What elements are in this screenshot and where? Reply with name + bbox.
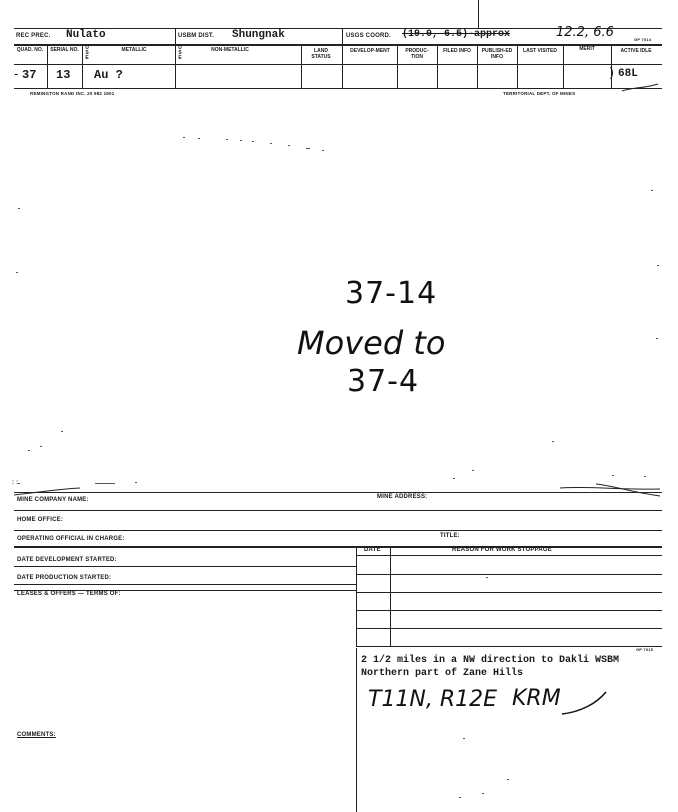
- rec-prec-value: Nulato: [66, 29, 106, 41]
- stoppage-table-divider: [356, 546, 357, 646]
- top-card-divider: [342, 28, 343, 88]
- col-non-metallic: NON-METALLIC: [211, 47, 249, 53]
- top-card-divider: [437, 45, 438, 88]
- col-use-nonmetallic: U S E: [178, 45, 182, 61]
- top-card-footer-right: TERRITORIAL DEPT. OF MINES: [503, 91, 576, 96]
- usgs-coord-handwritten: 12.2, 6.6: [556, 25, 614, 40]
- col-last-visited: LAST VISITED: [523, 48, 557, 54]
- col-production: PRODUC-TION: [405, 48, 429, 60]
- stoppage-table-rule: [356, 646, 662, 647]
- top-card-rule: [14, 44, 662, 46]
- bottom-card-rule: [14, 510, 662, 511]
- bottom-card-top-edge: [0, 476, 678, 500]
- top-card-divider: [517, 45, 518, 88]
- col-metallic: METALLIC: [121, 47, 147, 53]
- top-card-divider: [47, 45, 48, 88]
- bottom-card-rule: [14, 584, 356, 585]
- rec-prec-label: REC PREC.: [16, 33, 51, 39]
- form-code-top: GP 7014: [634, 37, 652, 42]
- stoppage-table-rule: [356, 610, 662, 611]
- col-quad-no: QUAD. NO.: [16, 47, 44, 53]
- usgs-coord-label: USGS COORD.: [346, 33, 391, 39]
- usbm-dist-label: USBM DIST.: [178, 33, 215, 39]
- stoppage-table-divider: [390, 546, 391, 646]
- mine-address-label: MINE ADDRESS:: [377, 494, 428, 500]
- top-card-divider: [175, 28, 176, 88]
- date-col-label: DATE: [364, 547, 381, 553]
- registration-mark: [478, 0, 479, 28]
- stoppage-table-rule: [356, 574, 662, 575]
- row-paren-mark: ): [609, 66, 615, 81]
- initials-underline: [560, 690, 610, 720]
- row-active-idle: 68L: [618, 68, 638, 80]
- location-line-2: Northern part of Zane Hills: [361, 668, 524, 679]
- bottom-card-rule: [14, 566, 356, 567]
- handwritten-township: T11N, R12E: [368, 687, 498, 712]
- title-label: TITLE:: [440, 533, 460, 539]
- location-line-1: 2 1/2 miles in a NW direction to Dakli WSBM: [361, 655, 620, 666]
- col-merit: MERIT: [579, 46, 595, 52]
- comments-label: COMMENTS:: [17, 732, 56, 738]
- note-target-number: 37-4: [347, 364, 420, 399]
- note-moved-to: Moved to: [297, 324, 446, 362]
- home-office-label: HOME OFFICE:: [17, 517, 64, 523]
- bottom-card-rule: [14, 492, 662, 493]
- col-use-metallic: U S E: [85, 45, 89, 61]
- stoppage-table-rule: [356, 555, 662, 556]
- reason-label: REASON FOR WORK STOPPAGE: [452, 547, 552, 553]
- date-development-label: DATE DEVELOPMENT STARTED:: [17, 557, 117, 563]
- bottom-card-rule: [14, 530, 662, 531]
- bottom-form-code: GP 7015: [636, 647, 654, 652]
- top-card-footer-left: REMINGTON RAND INC. 20 982 1901: [30, 91, 115, 96]
- top-card-divider: [397, 45, 398, 88]
- col-active-idle: ACTIVE IDLE: [620, 48, 652, 54]
- row-quad-no: 37: [22, 68, 37, 82]
- operating-official-label: OPERATING OFFICIAL IN CHARGE:: [17, 536, 125, 542]
- top-card-divider: [82, 45, 83, 88]
- col-land-status: LAND STATUS: [311, 48, 331, 60]
- stoppage-table-rule: [356, 628, 662, 629]
- handwritten-initials: KRM: [512, 686, 561, 711]
- bottom-card-rule: [14, 546, 662, 548]
- top-card-divider: [301, 45, 302, 88]
- note-record-number: 37-14: [345, 276, 438, 311]
- top-card-rule: [14, 88, 662, 89]
- date-production-label: DATE PRODUCTION STARTED:: [17, 575, 112, 581]
- left-margin-mark: : :: [12, 480, 19, 486]
- usbm-dist-value: Shungnak: [232, 29, 285, 41]
- row-metallic: Au ?: [94, 68, 123, 82]
- top-card-divider: [563, 45, 564, 88]
- top-card-scribble: [620, 82, 660, 96]
- col-published-info: PUBLISH-ED INFO: [481, 48, 513, 60]
- top-card-divider: [477, 45, 478, 88]
- mine-company-name-label: MINE COMPANY NAME:: [17, 497, 89, 503]
- col-filed-info: FILED INFO: [443, 48, 471, 54]
- stoppage-table-divider: [356, 648, 357, 812]
- leases-label: LEASES & OFFERS — TERMS OF:: [17, 591, 121, 597]
- col-development: DEVELOP-MENT: [350, 48, 390, 54]
- row-dash-mark: -: [14, 67, 19, 81]
- stoppage-table-rule: [356, 592, 662, 593]
- top-card-rule: [14, 64, 662, 65]
- row-serial-no: 13: [56, 68, 71, 82]
- col-serial-no: SERIAL NO.: [50, 47, 79, 53]
- usgs-coord-value: (19.0, 6.5)-approx: [402, 29, 511, 40]
